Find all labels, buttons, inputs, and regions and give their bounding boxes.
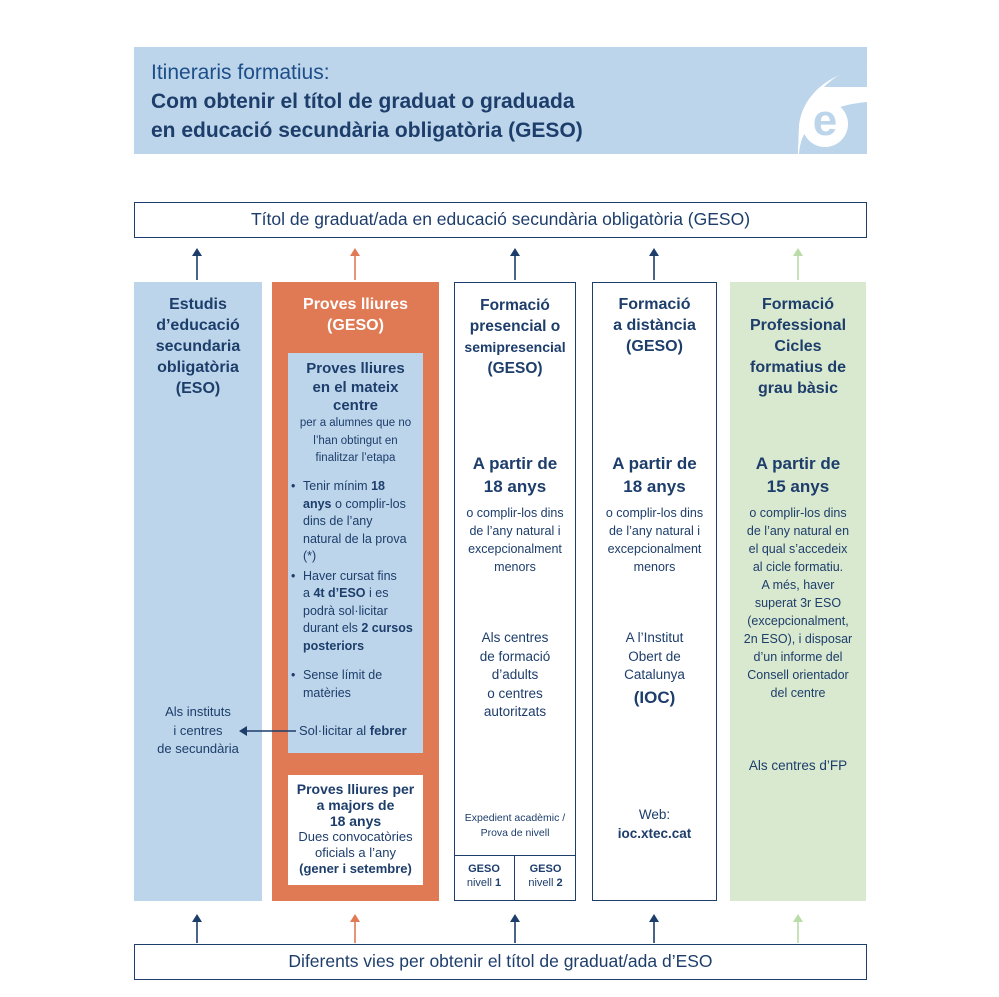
proves-adults-text: Dues convocatòries oficials a l’any (gener i setembre) xyxy=(298,829,413,876)
proves-same-center-subtitle: per a alumnes que no l’han obtingut en finalitzar l’etapa xyxy=(299,417,412,464)
header-subtitle: Itineraris formatius: xyxy=(151,61,330,84)
proves-same-center-title: Proves lliures en el mateix centre xyxy=(306,360,405,414)
fp-where: Als centres d’FP xyxy=(748,758,848,773)
proves-requirements-list xyxy=(291,478,421,702)
arrow-up-icon xyxy=(510,914,520,922)
proves-request-month: Sol·licitar al febrer xyxy=(299,723,407,738)
eso-where: Als instituts i centres de secundària xyxy=(157,704,239,756)
geso-level-1: GESO nivell 1 xyxy=(466,863,502,889)
arrow-up-icon xyxy=(793,248,803,256)
bullet-icon: • xyxy=(291,479,296,493)
arrow-up-icon xyxy=(350,248,360,256)
arrow-left-icon xyxy=(238,724,298,738)
pathways-box: Diferents vies per obtenir el títol de graduat/ada d’ESO xyxy=(134,944,867,980)
bottom-arrows xyxy=(192,914,803,943)
presencial-title: Formació presencial o semipresencial (GESO) xyxy=(464,297,566,377)
top-arrows xyxy=(192,248,803,280)
fp-age-note: o complir-los dins de l’any natural en el qual s’accedeix al cicle formatiu. A més, haver superat 3r ESO (excepcionalment, 2n ESO), i disposar d’un informe del Consell orientador del centre xyxy=(743,506,853,700)
bullet-icon: • xyxy=(291,668,296,682)
eso-title: Estudis d’educació secundaria obligatòria (ESO) xyxy=(155,296,241,397)
arrow-up-icon xyxy=(649,914,659,922)
header-title-line2: en educació secundària obligatòria (GESO) xyxy=(151,119,583,142)
distancia-web: Web: ioc.xtec.cat xyxy=(592,806,717,843)
arrow-up-icon xyxy=(510,248,520,256)
bullet-icon: • xyxy=(291,568,296,583)
arrow-up-icon xyxy=(793,914,803,922)
geso-level-2: GESO nivell 2 xyxy=(528,863,563,889)
ioc-web-link[interactable]: ioc.xtec.cat xyxy=(617,825,692,841)
arrow-up-icon xyxy=(649,248,659,256)
presencial-access: Expedient acadèmic / Prova de nivell xyxy=(464,812,566,839)
presencial-where: Als centres de formació d’adults o centres autoritzats xyxy=(479,630,551,719)
distancia-where: A l’Institut Obert de Catalunya (IOC) xyxy=(624,630,685,707)
list-item: • Tenir mínim 18 anys o complir-los dins de l’any natural de la prova (*) xyxy=(291,479,407,563)
goal-box: Títol de graduat/ada en educació secundària obligatòria (GESO) xyxy=(134,202,867,238)
level-divider xyxy=(454,855,576,856)
fp-age: A partir de 15 anys xyxy=(755,454,841,496)
arrow-up-icon xyxy=(192,248,202,256)
list-item: • Haver cursat fins a 4t d’ESO i es podrà sol·licitar durant els 2 cursos posteriors xyxy=(291,568,413,653)
proves-title: Proves lliures (GESO) xyxy=(303,296,408,334)
logo-icon: e xyxy=(812,96,838,145)
arrow-up-icon xyxy=(350,914,360,922)
distancia-title: Formació a distància (GESO) xyxy=(613,296,696,355)
distancia-age-note: o complir-los dins de l’any natural i excepcionalment menors xyxy=(605,506,704,574)
arrow-up-icon xyxy=(192,914,202,922)
header-title-line1: Com obtenir el títol de graduat o graduada xyxy=(151,90,575,113)
presencial-age: A partir de 18 anys xyxy=(472,454,558,496)
list-item: • Sense límit de matèries xyxy=(291,668,383,700)
proves-adults-title: Proves lliures per a majors de 18 anys xyxy=(296,781,415,829)
presencial-age-note: o complir-los dins de l’any natural i excepcionalment menors xyxy=(466,506,564,574)
distancia-age: A partir de 18 anys xyxy=(612,454,697,496)
fp-title: Formació Professional Cicles formatius de grau bàsic xyxy=(749,296,847,397)
